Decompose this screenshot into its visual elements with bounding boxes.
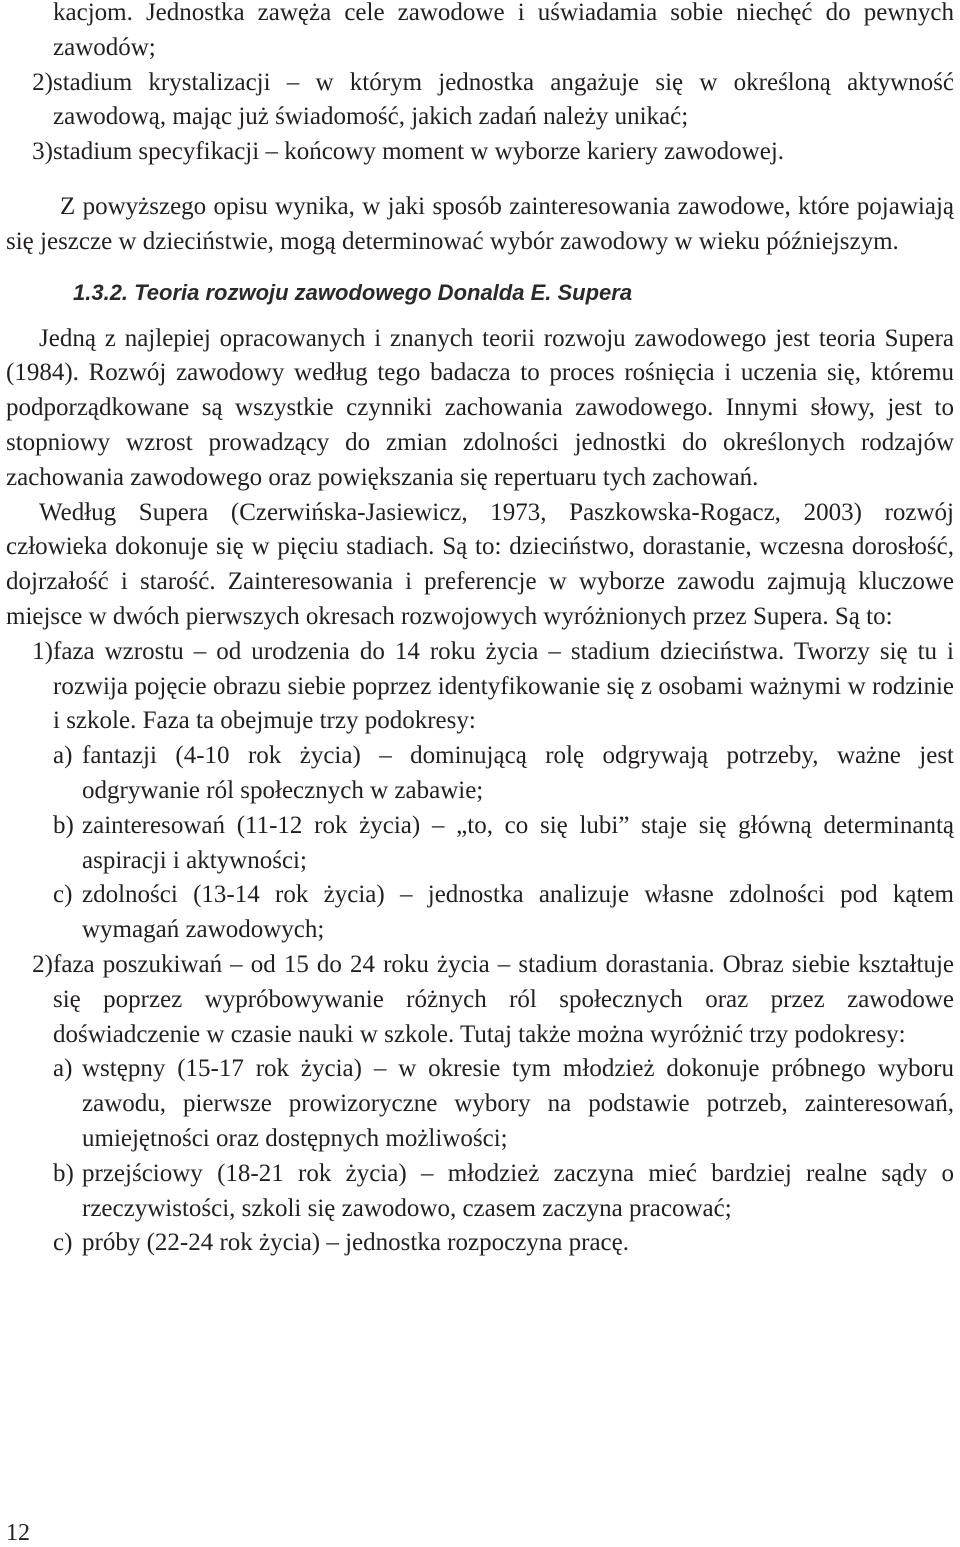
sub-list-item xyxy=(6,739,954,809)
sub-list-item xyxy=(6,1052,954,1156)
sub-list-item-letter: c) xyxy=(53,1229,73,1257)
sub-list-item-text: wstępny (15-17 rok życia) – w okresie tym młodzież dokonuje próbnego wyboru zawodu, pierwsze prowizoryczne wybory na podstawie potrzeb, zainteresowań, umiejętności oraz dostępnych możliwości; xyxy=(82,1055,954,1152)
list-item-number: 3) xyxy=(32,138,53,166)
list-item-number: 1) xyxy=(32,637,53,665)
phase-list-item xyxy=(6,635,954,739)
body-paragraph: Według Supera (Czerwińska-Jasiewicz, 1973, Paszkowska-Rogacz, 2003) rozwój człowieka dokonuje się w pięciu stadiach. Są to: dzieciństwo, dorastanie, wczesna dorosłość, dojrzałość i starość. Zainteresowania i preferencje w wyborze zawodu zajmują kluczowe miejsce w dwóch pierwszych okresach rozwojowych wyróżnionych przez Supera. Są to: xyxy=(6,498,954,630)
sub-list-item xyxy=(6,809,954,879)
continued-list-item-text: kacjom. Jednostka zawęża cele zawodowe i uświadamia sobie niechęć do pewnych zawodów; xyxy=(53,0,954,61)
sub-list-item xyxy=(6,1157,954,1227)
sub-list-item-letter: b) xyxy=(53,1159,74,1187)
section-heading: 1.3.2. Teoria rozwoju zawodowego Donalda E. Supera xyxy=(73,279,633,305)
sub-list-item-text: próby (22-24 rok życia) – jednostka rozpoczyna pracę. xyxy=(82,1229,629,1257)
page-number: 12 xyxy=(6,1520,30,1546)
list-item-text: stadium krystalizacji – w którym jednostka angażuje się w określoną aktywność zawodową, mając już świadomość, jakich zadań należy unikać; xyxy=(53,68,954,131)
list-item xyxy=(6,66,954,136)
list-item-number: 2) xyxy=(32,950,53,978)
sub-list-item xyxy=(6,1226,954,1261)
sub-list-item-text: zdolności (13-14 rok życia) – jednostka analizuje własne zdolności pod kątem wymagań zawodowych; xyxy=(82,881,954,944)
body-paragraph: Jedną z najlepiej opracowanych i znanych teorii rozwoju zawodowego jest teoria Supera (1984). Rozwój zawodowy według tego badacza to proces rośnięcia i uczenia się, któremu podporządkowane są wszystkie czynniki zachowania zawodowego. Innymi słowy, jest to stopniowy wzrost prowadzący do zmian zdolności jednostki do określonych rodzajów zachowania zawodowego oraz powiększania się repertuaru tych zachowań. xyxy=(6,324,954,491)
sub-list-item-letter: a) xyxy=(53,742,73,770)
sub-list-item xyxy=(6,878,954,948)
sub-list-item-text: zainteresowań (11-12 rok życia) – „to, co się lubi” staje się główną determinantą aspiracji i aktywności; xyxy=(82,811,954,874)
phase-list-item xyxy=(6,948,954,1052)
sub-list-item-text: fantazji (4-10 rok życia) – dominującą rolę odgrywają potrzeby, ważne jest odgrywanie ról społecznych w zabawie; xyxy=(82,742,954,804)
sub-list-item-letter: c) xyxy=(53,881,73,909)
list-item-text: faza poszukiwań – od 15 do 24 roku życia – stadium dorastania. Obraz siebie kształtuje się poprzez wypróbowywanie różnych ról społecznych oraz przez zawodowe doświadczenie w czasie nauki w szkole. Tutaj także można wyróżnić trzy podokresy: xyxy=(53,950,954,1048)
sub-list-item-text: przejściowy (18-21 rok życia) – młodzież zaczyna mieć bardziej realne sądy o rzeczywistości, szkoli się zawodowo, czasem zaczyna pracować; xyxy=(82,1159,954,1222)
list-item-text: stadium specyfikacji – końcowy moment w wyborze kariery zawodowej. xyxy=(53,138,785,166)
sub-list-item-letter: b) xyxy=(53,811,74,839)
list-item-text: faza wzrostu – od urodzenia do 14 roku życia – stadium dzieciństwa. Tworzy się tu i rozwija pojęcie obrazu siebie poprzez identyfikowanie się z osobami ważnymi w rodzinie i szkole. Faza ta obejmuje trzy podokresy: xyxy=(53,637,954,735)
body-text xyxy=(6,0,954,1261)
summary-paragraph: Z powyższego opisu wynika, w jaki sposób zainteresowania zawodowe, które pojawiają się jeszcze w dzieciństwie, mogą determinować wybór zawodowy w wieku późniejszym. xyxy=(6,192,954,255)
sub-list-item-letter: a) xyxy=(53,1055,73,1083)
list-item-number: 2) xyxy=(32,68,53,96)
list-item xyxy=(6,135,954,170)
